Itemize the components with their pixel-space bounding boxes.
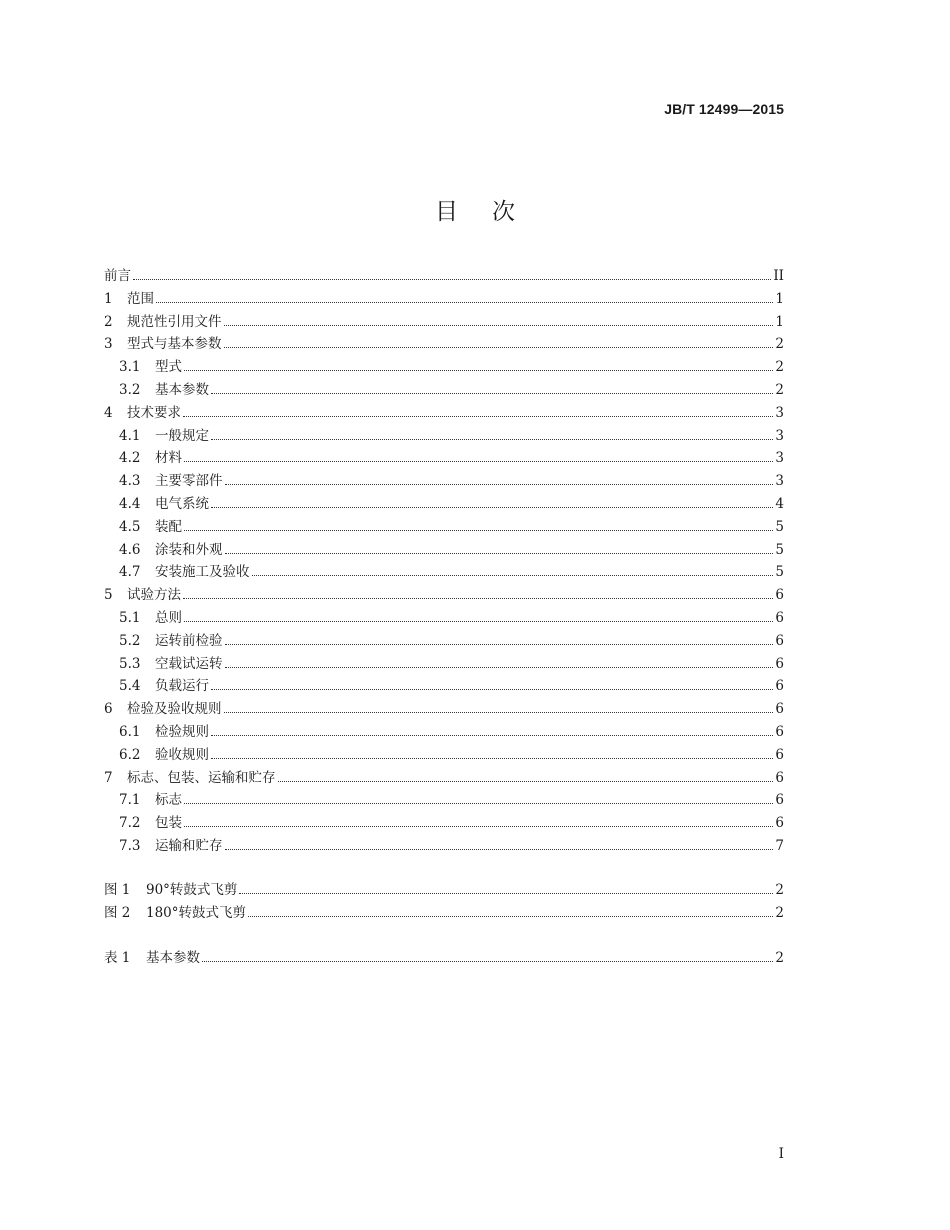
toc-entry-title: 运转前检验	[155, 632, 223, 649]
toc-entry-page: 6	[775, 655, 784, 672]
toc-entry-page: 6	[775, 723, 784, 740]
toc-entry[interactable]	[104, 812, 784, 835]
toc-entry[interactable]	[104, 835, 784, 858]
toc-entry-number: 7.2	[119, 815, 141, 832]
toc-table-list	[104, 947, 784, 970]
toc-entry-title: 范围	[127, 290, 154, 307]
toc-entry-page: 2	[775, 359, 784, 376]
dot-leader	[239, 893, 773, 894]
toc-entry-number: 4.6	[119, 541, 141, 558]
toc-entry[interactable]	[104, 402, 784, 425]
toc-entry[interactable]	[104, 721, 784, 744]
toc-entry-title: 标志、包装、运输和贮存	[127, 769, 276, 786]
toc-entry-number: 4.3	[119, 473, 141, 490]
toc-entry-title: 负载运行	[155, 678, 209, 695]
toc-entry-title: 技术要求	[127, 404, 181, 421]
dot-leader	[252, 575, 774, 576]
toc-entry-title: 基本参数	[146, 950, 200, 966]
toc-entry-page: 4	[775, 495, 784, 512]
toc-entry-number: 5.1	[119, 609, 141, 626]
dot-leader	[224, 712, 774, 713]
toc-entry-page: 6	[775, 701, 784, 718]
dot-leader	[211, 507, 773, 508]
toc-entry-page: 3	[775, 427, 784, 444]
dot-leader	[211, 758, 773, 759]
dot-leader	[133, 279, 771, 280]
dot-leader	[225, 849, 774, 850]
toc-entry-number: 2	[104, 313, 113, 330]
toc-entry[interactable]	[104, 744, 784, 767]
toc-entry[interactable]	[104, 902, 784, 925]
toc-entry[interactable]	[104, 584, 784, 607]
toc-entry-title: 检验规则	[155, 723, 209, 740]
toc-entry[interactable]	[104, 311, 784, 334]
toc-entry-number: 7.3	[119, 837, 141, 854]
toc-entry[interactable]	[104, 447, 784, 470]
toc-entry-number: 4.5	[119, 518, 141, 535]
dot-leader	[211, 439, 773, 440]
toc-entry-number: 1	[104, 290, 113, 307]
dot-leader	[183, 416, 773, 417]
toc-main-list	[104, 265, 784, 858]
toc-entry-page: 6	[775, 678, 784, 695]
toc-entry-number: 3.2	[119, 381, 141, 398]
toc-entry-title: 涂装和外观	[155, 541, 223, 558]
dot-leader	[211, 393, 773, 394]
toc-entry-number: 7	[104, 769, 113, 786]
toc-entry-page: 5	[775, 564, 784, 581]
dot-leader	[183, 598, 773, 599]
toc-entry-number: 4	[104, 404, 113, 421]
toc-entry-number: 6	[104, 701, 113, 718]
toc-entry-title: 装配	[155, 518, 182, 535]
dot-leader	[224, 347, 774, 348]
toc-entry-title: 前言	[104, 268, 131, 284]
toc-entry[interactable]	[104, 561, 784, 584]
toc-entry[interactable]	[104, 425, 784, 448]
toc-entry-number: 图 2	[104, 904, 131, 921]
toc-entry-title: 规范性引用文件	[127, 313, 222, 330]
dot-leader	[211, 689, 773, 690]
toc-entry-page: 5	[775, 518, 784, 535]
toc-entry[interactable]	[104, 539, 784, 562]
dot-leader	[184, 530, 773, 531]
toc-entry-number: 图 1	[104, 882, 131, 898]
toc-entry[interactable]	[104, 630, 784, 653]
toc-entry[interactable]	[104, 516, 784, 539]
toc-entry-number: 4.1	[119, 427, 141, 444]
dot-leader	[184, 621, 773, 622]
toc-entry-page: 3	[775, 450, 784, 467]
toc-entry-title: 标志	[155, 792, 182, 809]
toc-entry-number: 4.2	[119, 450, 141, 467]
page-title: 目次	[435, 199, 549, 225]
toc-entry-page: 1	[775, 290, 784, 307]
toc-entry-number: 3	[104, 336, 113, 353]
toc-entry-number: 5	[104, 587, 113, 604]
toc-entry-title: 型式	[155, 359, 182, 376]
toc-entry-page: 1	[775, 313, 784, 330]
toc-entry[interactable]	[104, 607, 784, 630]
toc-entry-page: 5	[775, 541, 784, 558]
dot-leader	[248, 916, 773, 917]
dot-leader	[225, 667, 774, 668]
toc-entry-title: 验收规则	[155, 746, 209, 763]
toc-entry-title: 一般规定	[155, 427, 209, 444]
toc-entry-page: 6	[775, 587, 784, 604]
toc-entry-page: 2	[775, 381, 784, 398]
toc-entry-title: 检验及验收规则	[127, 701, 222, 718]
dot-leader	[202, 961, 773, 962]
toc-entry-number: 表 1	[104, 950, 131, 966]
dot-leader	[156, 302, 773, 303]
toc-entry[interactable]	[104, 379, 784, 402]
dot-leader	[184, 826, 773, 827]
toc-entry-title: 总则	[155, 609, 182, 626]
toc-figure-list	[104, 879, 784, 925]
toc-entry-page: 2	[775, 882, 784, 898]
toc-entry-page: 3	[775, 473, 784, 490]
toc-entry-title: 包装	[155, 815, 182, 832]
toc-entry-number: 3.1	[119, 359, 141, 376]
toc-entry-page: 6	[775, 815, 784, 832]
toc-entry-title: 90°转鼓式飞剪	[146, 882, 238, 898]
dot-leader	[278, 781, 774, 782]
toc-entry-page: 6	[775, 632, 784, 649]
dot-leader	[184, 370, 773, 371]
toc-entry-page: 6	[775, 609, 784, 626]
toc-entry-page: II	[773, 268, 784, 284]
toc-entry[interactable]	[104, 789, 784, 812]
toc-entry-title: 运输和贮存	[155, 837, 223, 854]
toc-entry[interactable]	[104, 698, 784, 721]
document-code: JB/T 12499—2015	[664, 101, 784, 117]
toc-entry-number: 6.1	[119, 723, 141, 740]
toc-entry-page: 6	[775, 746, 784, 763]
toc-entry[interactable]	[104, 288, 784, 311]
dot-leader	[184, 461, 773, 462]
dot-leader	[224, 325, 774, 326]
page-number: I	[778, 1146, 784, 1162]
toc-entry[interactable]	[104, 767, 784, 790]
toc-entry-page: 7	[775, 837, 784, 854]
dot-leader	[184, 803, 773, 804]
toc-entry[interactable]	[104, 493, 784, 516]
toc-entry-title: 电气系统	[155, 495, 209, 512]
toc-entry-number: 7.1	[119, 792, 141, 809]
toc-entry-page: 6	[775, 792, 784, 809]
toc-entry[interactable]	[104, 265, 784, 288]
toc-entry[interactable]	[104, 675, 784, 698]
toc-entry-title: 180°转鼓式飞剪	[146, 904, 247, 921]
toc-entry-number: 4.7	[119, 564, 141, 581]
toc-entry-title: 主要零部件	[155, 473, 223, 490]
dot-leader	[211, 735, 773, 736]
dot-leader	[225, 553, 774, 554]
toc-entry-title: 安装施工及验收	[155, 564, 250, 581]
toc-entry-title: 空载试运转	[155, 655, 223, 672]
toc-entry-number: 5.2	[119, 632, 141, 649]
toc-entry[interactable]	[104, 653, 784, 676]
toc-entry-page: 2	[775, 950, 784, 966]
toc-entry[interactable]	[104, 333, 784, 356]
toc-entry[interactable]	[104, 470, 784, 493]
toc-entry-page: 2	[775, 336, 784, 353]
toc-entry-title: 试验方法	[127, 587, 181, 604]
dot-leader	[225, 644, 774, 645]
toc-entry-title: 基本参数	[155, 381, 209, 398]
toc-entry-page: 3	[775, 404, 784, 421]
toc-entry-number: 4.4	[119, 495, 141, 512]
toc-entry-page: 6	[775, 769, 784, 786]
toc-entry-title: 型式与基本参数	[127, 336, 222, 353]
toc-entry-number: 5.4	[119, 678, 141, 695]
toc-entry[interactable]	[104, 947, 784, 970]
toc-entry-page: 2	[775, 904, 784, 921]
toc-entry[interactable]	[104, 879, 784, 902]
toc-entry-number: 6.2	[119, 746, 141, 763]
toc-entry-title: 材料	[155, 450, 182, 467]
dot-leader	[225, 484, 774, 485]
toc-entry[interactable]	[104, 356, 784, 379]
toc-entry-number: 5.3	[119, 655, 141, 672]
